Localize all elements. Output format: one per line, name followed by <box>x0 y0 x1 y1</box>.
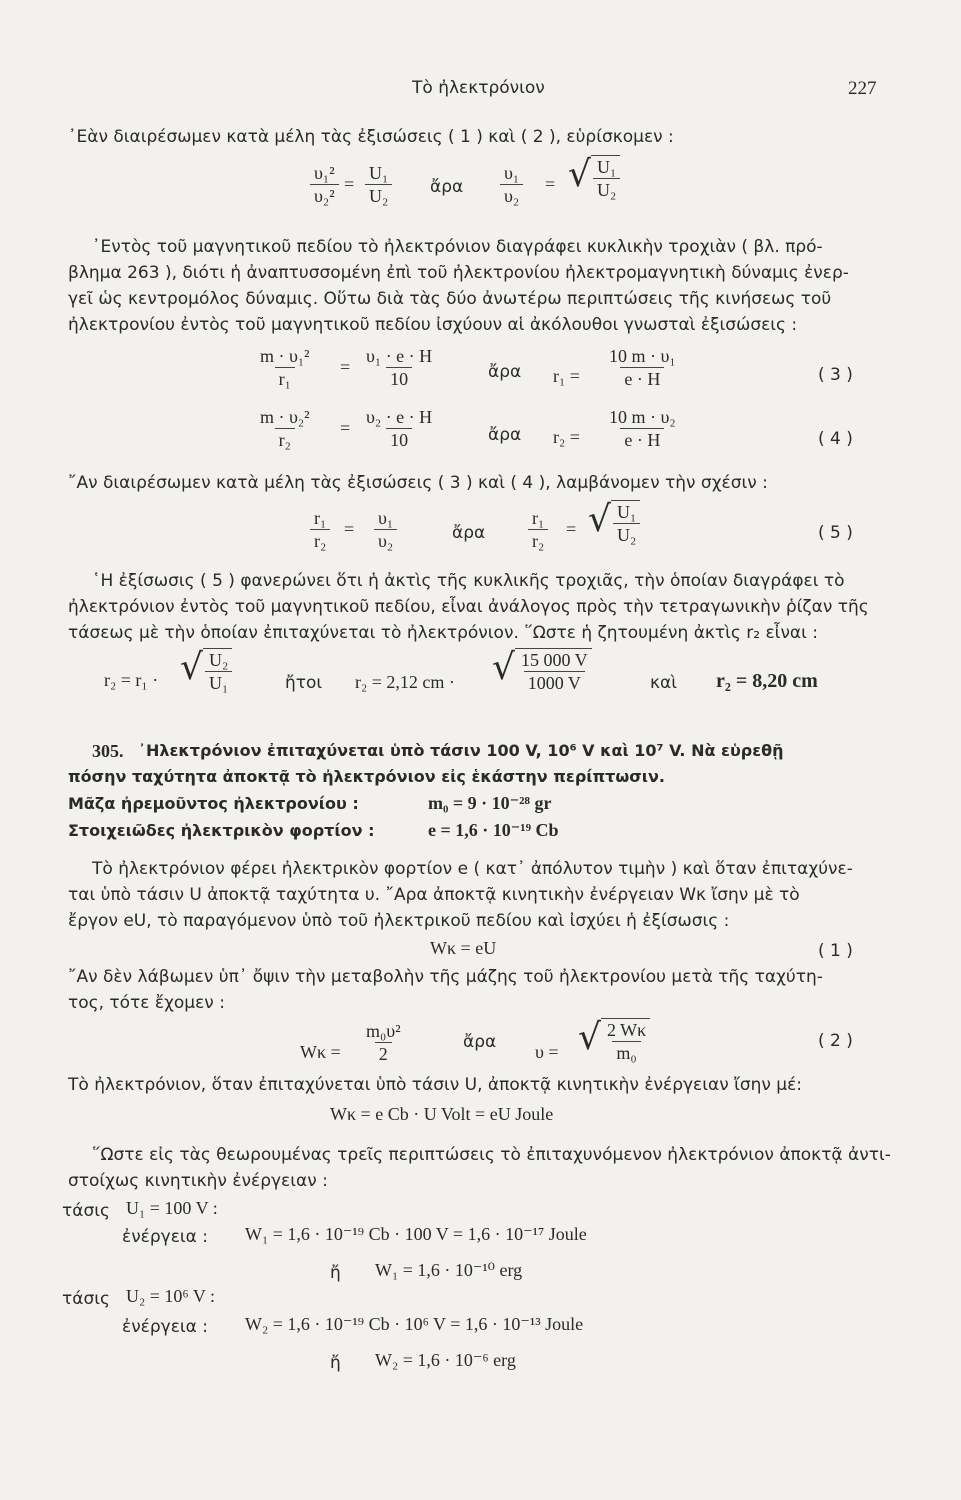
case-label: τάσις <box>62 1289 110 1309</box>
paragraph: ῞Ωστε εἰς τὰς θεωρουμένας τρεῖς περιπτώσεις τὸ ἐπιταχυνόμενον ἠλεκτρόνιον ἀποκτᾷ ἀντι- <box>92 1145 891 1165</box>
paragraph: ἔργον eU, τὸ παραγόμενον ὑπὸ τοῦ ἠλεκτρικοῦ πεδίου καὶ ἰσχύει ἡ ἐξίσωσις : <box>68 911 730 931</box>
equation-label: ( 4 ) <box>818 429 853 449</box>
paragraph: βλημα 263 ), διότι ἡ ἀναπτυσσομένη ἐπὶ τοῦ ἠλεκτρονίου ἠλεκτρομαγνητικὴ δύναμις ἐνερ- <box>68 263 849 283</box>
given-value: m₀ = 9 · 10⁻²⁸ gr <box>428 793 552 813</box>
equation-label: ( 3 ) <box>818 365 853 385</box>
running-header: Τὸ ἠλεκτρόνιον <box>412 78 545 98</box>
equation-1: Wκ = eU <box>430 938 497 958</box>
equation-kinetic-energy: Wκ = e Cb · U Volt = eU Joule <box>330 1104 554 1124</box>
case-energy: W₂ = 1,6 · 10⁻⁶ erg <box>375 1350 516 1370</box>
paragraph: ῾Η ἐξίσωσις ( 5 ) φανερώνει ὅτι ἡ ἀκτὶς τῆς κυκλικῆς τροχιᾶς, τὴν ὁποίαν διαγράφει τὸ <box>92 571 845 591</box>
case-label: ἐνέργεια : <box>122 1227 209 1247</box>
equation-label: ( 1 ) <box>818 941 853 961</box>
paragraph: ἠλεκτρονίου ἐντὸς τοῦ μαγνητικοῦ πεδίου ἰσχύουν αἱ ἀκόλουθοι γνωσταὶ ἐξισώσεις : <box>68 315 798 335</box>
paragraph: ῎Αν διαιρέσωμεν κατὰ μέλη τὰς ἐξισώσεις ( 3 ) καὶ ( 4 ), λαμβάνομεν τὴν σχέσιν : <box>68 473 768 493</box>
paragraph: τάσεως μὲ τὴν ὁποίαν ἐπιταχύνεται τὸ ἠλεκτρόνιον. ῞Ωστε ἡ ζητουμένη ἀκτὶς r₂ εἶναι : <box>68 623 819 643</box>
paragraph: ῎Αν δὲν λάβωμεν ὑπ᾿ ὄψιν τὴν μεταβολὴν τῆς μάζης τοῦ ἠλεκτρονίου μετὰ τῆς ταχύτη- <box>68 967 823 987</box>
paragraph: Τὸ ἠλεκτρόνιον, ὅταν ἐπιταχύνεται ὑπὸ τάσιν U, ἀποκτᾷ κινητικὴν ἐνέργειαν ἴσην μέ: <box>68 1075 803 1095</box>
equation-label: ( 5 ) <box>818 523 853 543</box>
paragraph: στοίχως κινητικὴν ἐνέργειαν : <box>68 1171 328 1191</box>
case-energy: W₁ = 1,6 · 10⁻¹⁹ Cb · 100 V = 1,6 · 10⁻¹⁷ Joule <box>245 1224 587 1244</box>
problem-statement: ᾿Ηλεκτρόνιον ἐπιταχύνεται ὑπὸ τάσιν 100 V, 10⁶ V καὶ 10⁷ V. Νὰ εὑρεθῇ <box>138 741 784 760</box>
problem-number: 305. <box>92 741 124 761</box>
given-label: Στοιχειῶδες ἠλεκτρικὸν φορτίον : <box>68 821 375 840</box>
case-voltage: U₂ = 10⁶ V : <box>126 1286 216 1306</box>
given-label: Μᾶζα ἠρεμοῦντος ἠλεκτρονίου : <box>68 794 359 813</box>
square-root-icon: √ <box>588 499 611 540</box>
case-label: τάσις <box>62 1201 110 1221</box>
given-value: e = 1,6 · 10⁻¹⁹ Cb <box>428 820 559 840</box>
problem-statement: πόσην ταχύτητα ἀποκτᾷ τὸ ἠλεκτρόνιον εἰς ἑκάστην περίπτωσιν. <box>68 767 665 786</box>
square-root-icon: √ <box>180 647 203 688</box>
case-energy: W₁ = 1,6 · 10⁻¹⁰ erg <box>375 1260 523 1280</box>
paragraph: ᾿Εντὸς τοῦ μαγνητικοῦ πεδίου τὸ ἠλεκτρόνιον διαγράφει κυκλικὴν τροχιὰν ( βλ. πρό- <box>92 237 823 257</box>
case-label: ἐνέργεια : <box>122 1317 209 1337</box>
page-number: 227 <box>848 78 877 99</box>
paragraph: ἠλεκτρόνιον ἐντὸς τοῦ μαγνητικοῦ πεδίου, εἶναι ἀνάλογος πρὸς τὴν τετραγωνικὴν ῥίζαν τῆς <box>68 597 869 617</box>
equation-label: ( 2 ) <box>818 1031 853 1051</box>
paragraph: Τὸ ἠλεκτρόνιον φέρει ἠλεκτρικὸν φορτίον e ( κατ᾿ ἀπόλυτον τιμὴν ) καὶ ὅταν ἐπιταχύνε- <box>92 859 853 879</box>
case-energy: W₂ = 1,6 · 10⁻¹⁹ Cb · 10⁶ V = 1,6 · 10⁻¹³ Joule <box>245 1314 584 1334</box>
paragraph: γεῖ ὡς κεντρομόλος δύναμις. Οὕτω διὰ τὰς δύο ἀνωτέρω περιπτώσεις τῆς κινήσεως τοῦ <box>68 289 832 309</box>
paragraph: τος, τότε ἔχομεν : <box>68 993 225 1013</box>
paragraph: ᾿Εὰν διαιρέσωμεν κατὰ μέλη τὰς ἐξισώσεις ( 1 ) καὶ ( 2 ), εὑρίσκομεν : <box>68 127 674 147</box>
square-root-icon: √ <box>568 154 591 195</box>
paragraph: ται ὑπὸ τάσιν U ἀποκτᾷ ταχύτητα υ. ῎Αρα ἀποκτᾷ κινητικὴν ἐνέργειαν Wκ ἴσην μὲ τὸ <box>68 885 800 905</box>
square-root-icon: √ <box>492 647 515 688</box>
case-voltage: U₁ = 100 V : <box>126 1198 218 1218</box>
final-result: r₂ = 8,20 cm <box>716 670 818 692</box>
square-root-icon: √ <box>578 1017 601 1058</box>
